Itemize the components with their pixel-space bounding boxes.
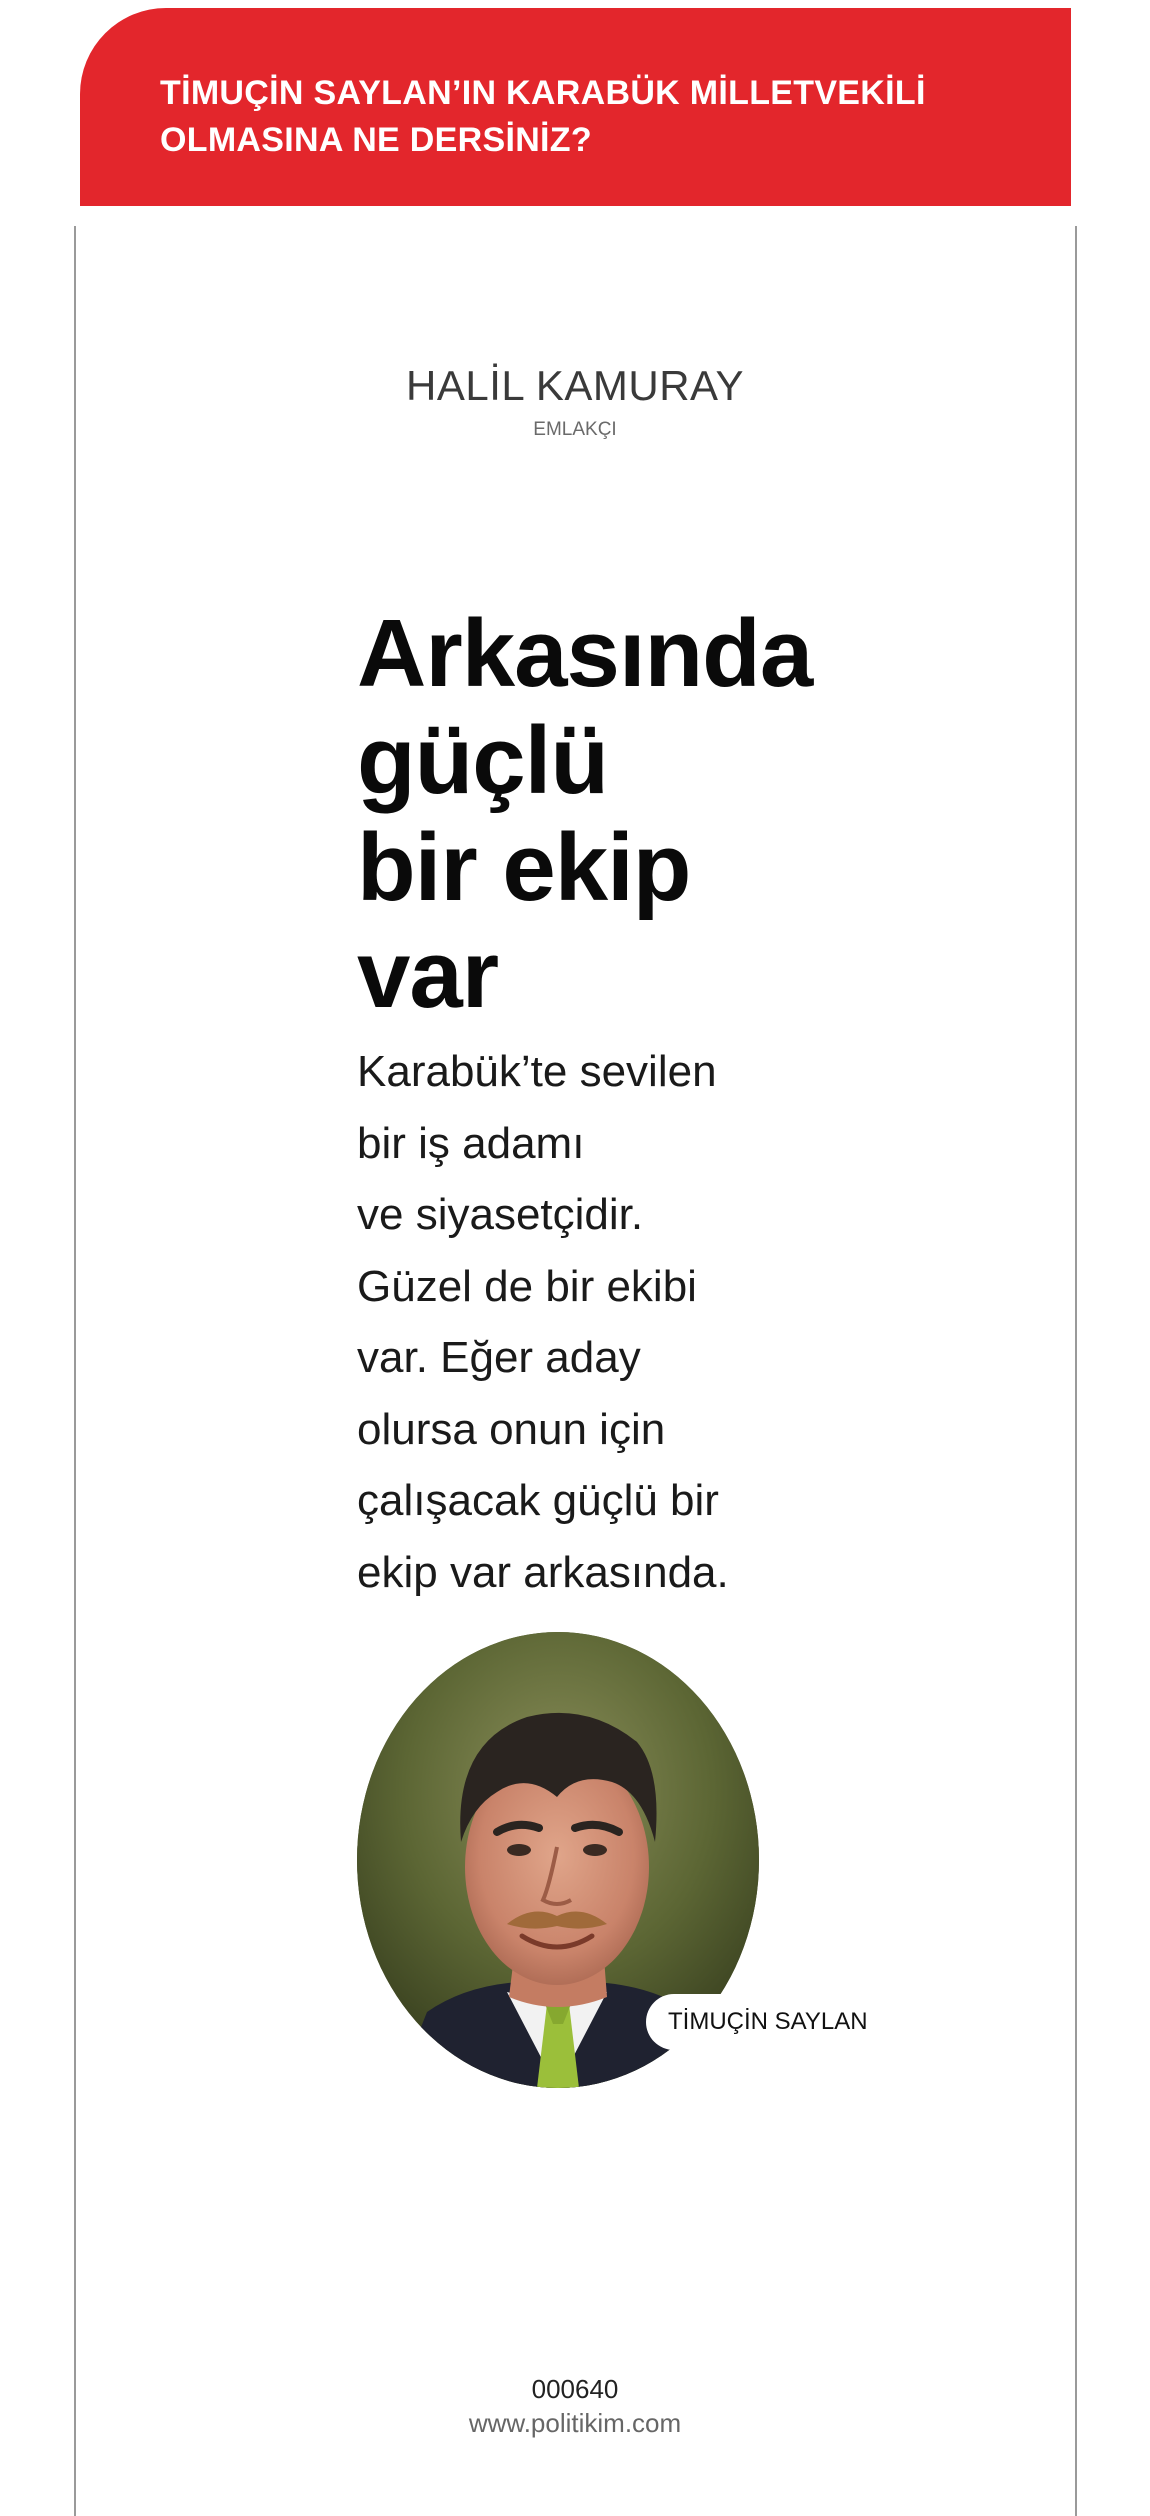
author-role: EMLAKÇI [533, 419, 617, 440]
article-headline: Arkasında güçlü bir ekip var [357, 600, 813, 1028]
portrait-caption: TİMUÇİN SAYLAN [646, 1994, 890, 2050]
header-banner [80, 8, 1071, 206]
header-title: TİMUÇİN SAYLAN’IN KARABÜK MİLLETVEKİLİ OLMASINA NE DERSİNİZ? [160, 74, 926, 159]
author-name: HALİL KAMURAY [406, 362, 744, 409]
footer-code: 000640 [531, 2374, 619, 2404]
article-body: Karabük’te sevilen bir iş adamı ve siyasetçidir. Güzel de bir ekibi var. Eğer aday olursa onun için çalışacak güçlü bir ekip var arkasında. [357, 1047, 729, 1597]
footer-url[interactable]: www.politikim.com [468, 2408, 682, 2438]
